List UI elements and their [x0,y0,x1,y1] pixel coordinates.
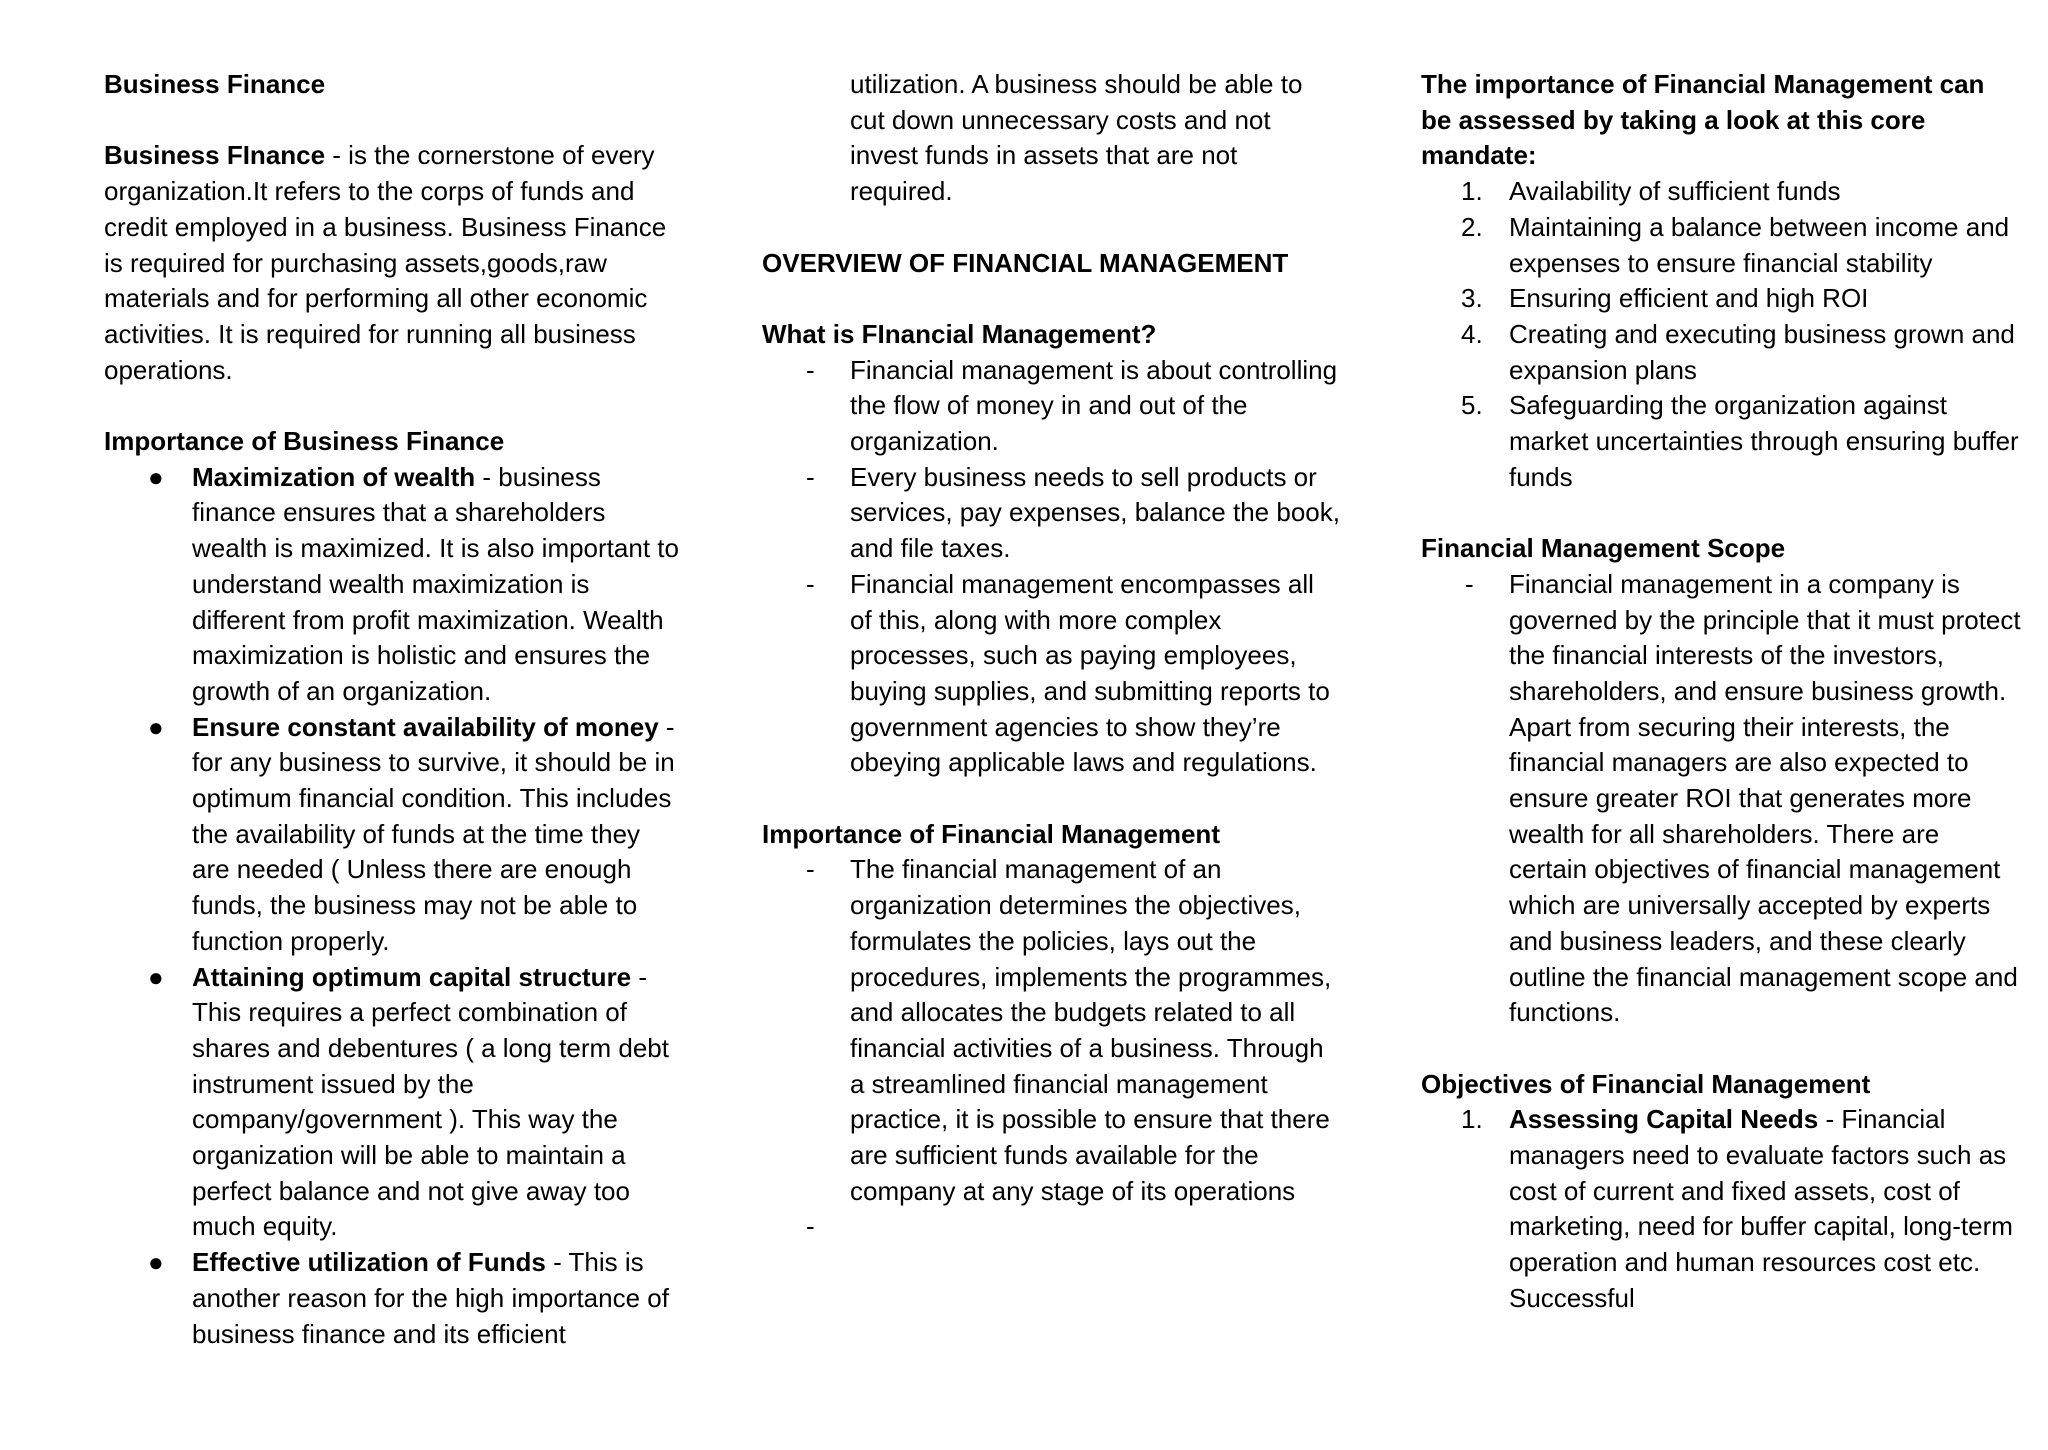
dash-marker: - [806,854,815,885]
section-heading-importance-business-finance: Importance of Business Finance [104,426,505,456]
bullet-text: - for any business to survive, it should be in optimum financial condition. This includes the availability of funds at the time they are needed ( Unless there are enough funds, the business may not be able to function properly. [192,711,675,956]
column-1 [104,67,684,1352]
bullet-marker: ● [148,1247,164,1278]
numbered-text: Creating and executing business grown and expansion plans [1509,318,2015,385]
section-heading-scope: Financial Management Scope [1421,533,1786,564]
numbered-item [1421,174,2021,210]
dash-text: The financial management of an organization determines the objectives, formulates the policies, lays out the procedures, implements the programmes, and allocates the budgets related to all financial activities of a business. Through a streamlined financial management practice, it is possible to ensure that there are sufficient funds available for the company at any stage of its operations [850,854,1332,1206]
numbered-text: Ensuring efficient and high ROI [1509,283,1869,314]
dash-item [1421,567,2021,1031]
bullet-term: Attaining optimum capital structure [192,961,632,992]
numbered-item [1421,388,2021,495]
continued-paragraph: utilization. A business should be able to cut down unnecessary costs and not invest funds in assets that are not required. [850,69,1303,207]
dash-marker: - [806,354,815,385]
bullet-item [104,460,684,710]
bullet-marker: ● [148,461,164,492]
bullet-text: - This requires a perfect combination of shares and debentures ( a long term debt instrument issued by the company/government ). This way the organization will be able to maintain a perfect balance and not give away too much equity. [192,961,669,1242]
dash-text: Every business needs to sell products or services, pay expenses, balance the book, and file taxes. [850,461,1340,564]
spacer [762,210,1342,246]
bullet-term: Maximization of wealth [192,461,476,492]
section-heading-importance-fm: Importance of Financial Management [762,818,1220,849]
bullet-term: Ensure constant availability of money [192,711,659,742]
business-finance-definition [104,138,684,388]
numbered-text: Safeguarding the organization against market uncertainties through ensuring buffer funds [1509,390,2019,492]
numbered-item [1421,281,2021,317]
dash-marker: - [806,568,815,599]
bullet-item [104,960,684,1246]
doc-title: Business Finance [104,69,326,99]
number-marker: 3. [1461,283,1483,314]
dash-marker: - [806,461,815,492]
section-heading-what-is-fm: What is FInancial Management? [762,318,1157,349]
section-heading-overview: OVERVIEW OF FINANCIAL MANAGEMENT [762,247,1289,278]
spacer [1421,1031,2021,1067]
numbered-item [1421,1102,2021,1316]
bullet-marker: ● [148,961,164,992]
spacer [1421,495,2021,531]
column-2 [762,67,1342,1245]
number-marker: 4. [1461,318,1483,349]
bullet-marker: ● [148,711,164,742]
definition-text: - is the cornerstone of every organization.It refers to the corps of funds and credit employed in a business. Business Finance is required for purchasing assets,goods,raw materials and for performing all other economic activities. It is required for running all business operations. [104,140,667,385]
number-marker: 5. [1461,390,1483,421]
bullet-item [104,1245,684,1352]
section-heading-objectives: Objectives of Financial Management [1421,1068,1871,1099]
number-marker: 2. [1461,211,1483,242]
dash-marker: - [806,1211,815,1242]
dash-item [762,460,1342,567]
numbered-item [1421,317,2021,388]
dash-item [762,353,1342,460]
dash-item [762,852,1342,1209]
section-heading-core-mandate: The importance of Financial Management can be assessed by taking a look at this core mandate: [1421,69,1985,171]
bullet-item [104,710,684,960]
dash-marker: - [1465,568,1474,599]
number-marker: 1. [1461,176,1483,207]
spacer [104,103,684,139]
number-marker: 1. [1461,1104,1483,1135]
bullet-text: - business finance ensures that a shareholders wealth is maximized. It is also important to understand wealth maximization is different from profit maximization. Wealth maximization is holistic and ensures the growth of an organization. [192,461,679,706]
bullet-text: - This is another reason for the high importance of business finance and its efficient [192,1247,669,1349]
spacer [762,281,1342,317]
objective-term: Assessing Capital Needs [1509,1104,1819,1135]
numbered-text: Availability of sufficient funds [1509,176,1841,207]
dash-text: Financial management encompasses all of this, along with more complex processes, such as paying employees, buying supplies, and submitting reports to government agencies to show they’re obeying applicable laws and regulations. [850,568,1330,778]
numbered-item [1421,210,2021,281]
definition-term: Business FInance [104,140,326,171]
dash-text [850,1211,857,1241]
dash-item [762,567,1342,781]
column-3 [1421,67,2021,1317]
spacer [762,781,1342,817]
objective-text: - Financial managers need to evaluate factors such as cost of current and fixed assets, cost of marketing, need for buffer capital, long-term operation and human resources cost etc. Successful [1509,1104,2013,1313]
dash-text: Financial management in a company is governed by the principle that it must protect the financial interests of the investors, shareholders, and ensure business growth. Apart from securing their interests, the financial managers are also expected to ensure greater ROI that generates more wealth for all shareholders. There are certain objectives of financial management which are universally accepted by experts and business leaders, and these clearly outline the financial management scope and functions. [1509,568,2021,1028]
numbered-text: Maintaining a balance between income and expenses to ensure financial stability [1509,211,2010,278]
dash-text: Financial management is about controlling the flow of money in and out of the organization. [850,354,1338,456]
spacer [104,388,684,424]
bullet-term: Effective utilization of Funds [192,1247,546,1278]
dash-item-empty [762,1209,1342,1245]
